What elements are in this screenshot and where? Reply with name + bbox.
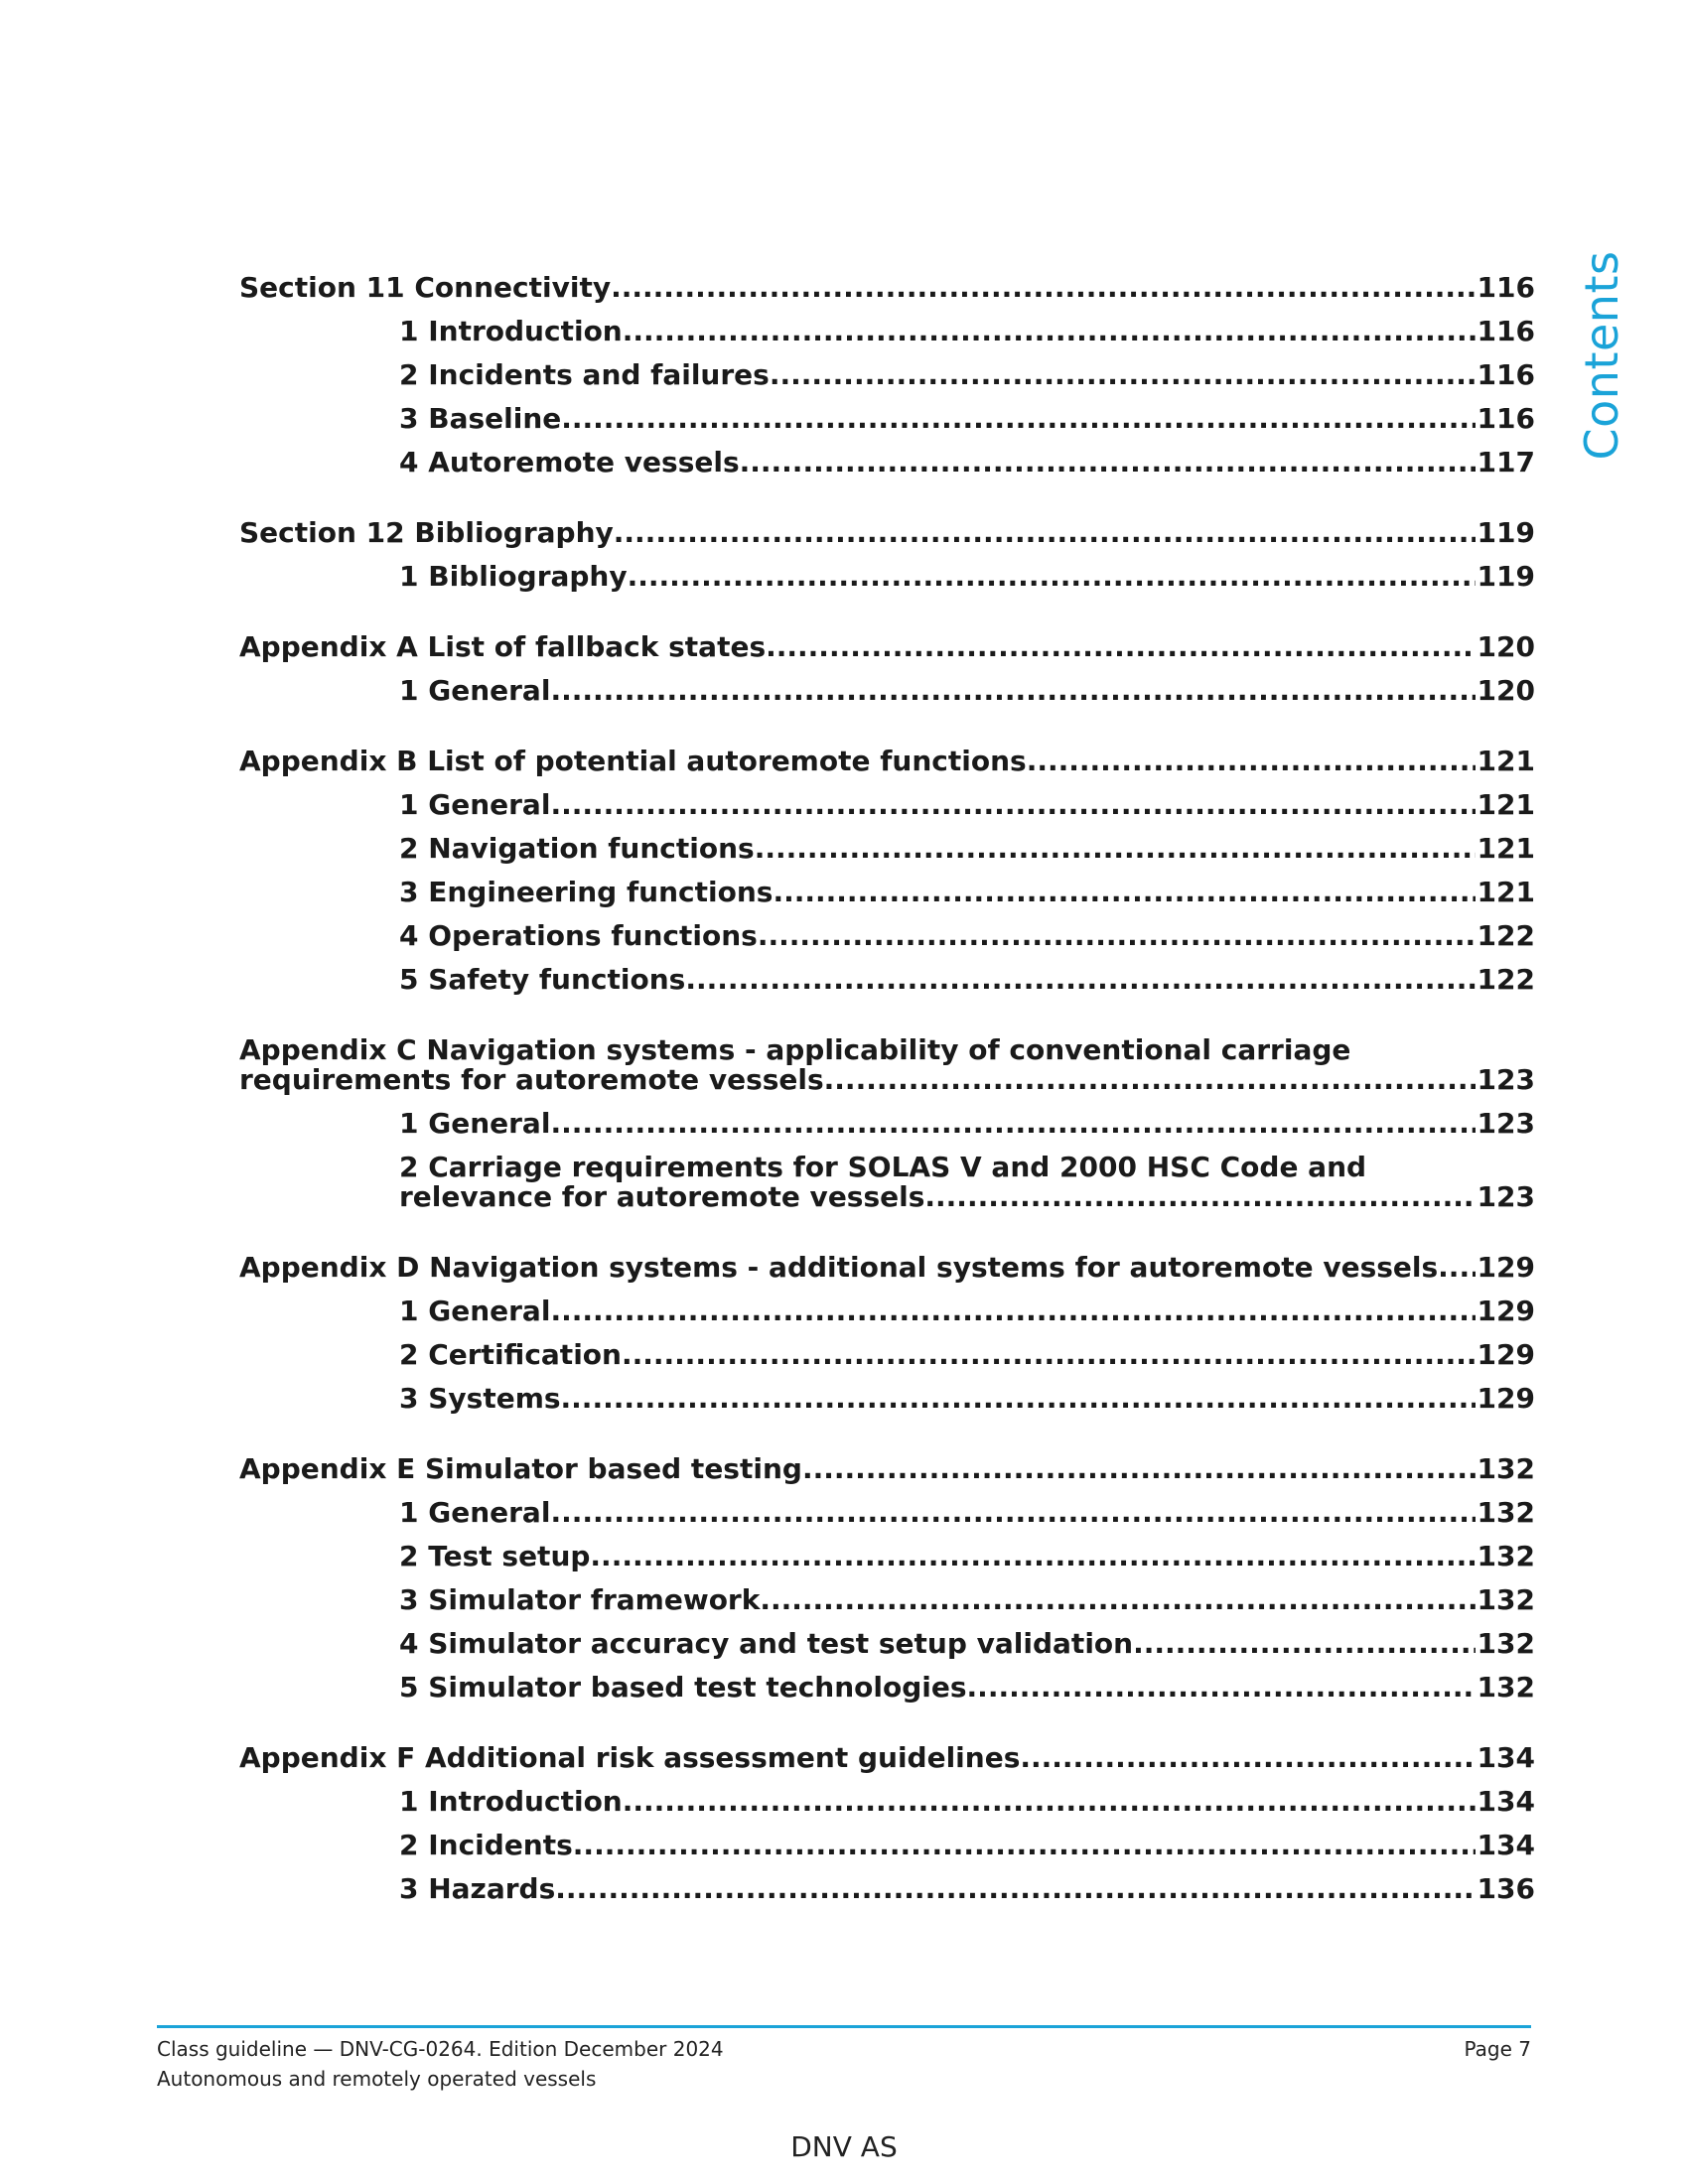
toc-dot-leader — [623, 1780, 1476, 1824]
toc-group — [239, 511, 1535, 599]
toc-dot-leader — [755, 827, 1476, 871]
toc-group — [239, 1736, 1535, 1911]
toc-entry-title: 2 Test setup — [399, 1540, 591, 1572]
toc-dot-leader — [758, 914, 1476, 958]
toc-subsection-entry[interactable] — [239, 827, 1535, 871]
toc-page-number: 116 — [1477, 315, 1535, 347]
toc-dot-leader — [550, 783, 1475, 827]
toc-page-number: 129 — [1477, 1338, 1535, 1371]
toc-entry-title-line1: Appendix C Navigation systems - applicability of conventional carriage — [239, 1033, 1351, 1066]
toc-section-entry[interactable] — [239, 266, 1535, 310]
toc-page-number: 123 — [1477, 1107, 1535, 1140]
toc-subsection-entry[interactable] — [239, 555, 1535, 599]
toc-entry-title: requirements for autoremote vessels — [239, 1063, 824, 1096]
toc-entry-title: 3 Baseline — [399, 402, 562, 435]
toc-page-number: 132 — [1477, 1671, 1535, 1704]
toc-entry-title: 5 Simulator based test technologies — [399, 1671, 967, 1704]
toc-page-number: 132 — [1477, 1540, 1535, 1572]
toc-entry-title: 3 Systems — [399, 1382, 561, 1415]
toc-subsection-entry[interactable] — [239, 1153, 1535, 1212]
toc-dot-leader — [766, 625, 1475, 669]
toc-subsection-entry[interactable] — [239, 1824, 1535, 1867]
toc-dot-leader — [773, 871, 1475, 914]
toc-entry-title: 1 General — [399, 1107, 551, 1140]
toc-subsection-entry[interactable] — [239, 441, 1535, 484]
toc-section-entry[interactable] — [239, 511, 1535, 555]
toc-subsection-entry[interactable] — [239, 783, 1535, 827]
toc-entry-title: 1 Bibliography — [399, 560, 628, 593]
toc-group — [239, 1028, 1535, 1219]
toc-entry-title: Appendix A List of fallback states — [239, 630, 767, 663]
toc-group — [239, 1246, 1535, 1421]
toc-dot-leader — [770, 353, 1476, 397]
toc-page-number: 129 — [1477, 1382, 1535, 1415]
toc-section-entry[interactable] — [239, 1035, 1535, 1095]
toc-page-number: 121 — [1477, 876, 1535, 908]
contents-side-label-text: Contents — [1575, 250, 1628, 461]
toc-dot-leader — [622, 1333, 1476, 1377]
toc-entry-title: 1 Introduction — [399, 315, 623, 347]
toc-page-number: 121 — [1477, 745, 1535, 777]
toc-entry-title: 4 Autoremote vessels — [399, 446, 740, 478]
toc-dot-leader — [924, 1182, 1475, 1212]
toc-entry-title: 1 General — [399, 674, 551, 707]
toc-dot-leader — [628, 555, 1476, 599]
toc-dot-leader — [1020, 1736, 1475, 1780]
toc-subsection-entry[interactable] — [239, 871, 1535, 914]
contents-side-label — [1575, 250, 1628, 461]
toc-entry-title: 2 Incidents — [399, 1829, 573, 1861]
toc-entry-title: 4 Simulator accuracy and test setup validation — [399, 1627, 1134, 1660]
toc-entry-title: 2 Incidents and failures — [399, 358, 770, 391]
toc-entry-title: 3 Hazards — [399, 1872, 556, 1905]
footer-document-line: Class guideline — DNV-CG-0264. Edition December 2024 — [157, 2037, 724, 2061]
toc-page-number: 123 — [1477, 1063, 1535, 1096]
toc-page-number: 117 — [1477, 446, 1535, 478]
toc-page-number: 119 — [1477, 560, 1535, 593]
toc-dot-leader — [550, 1102, 1475, 1146]
toc-subsection-entry[interactable] — [239, 1535, 1535, 1578]
toc-page-number: 119 — [1477, 516, 1535, 549]
toc-dot-leader — [1027, 740, 1476, 783]
toc-dot-leader — [611, 266, 1475, 310]
toc-page-number: 132 — [1477, 1496, 1535, 1529]
toc-page-number: 134 — [1477, 1785, 1535, 1818]
table-of-contents — [239, 266, 1535, 1938]
toc-page-number: 134 — [1477, 1741, 1535, 1774]
toc-entry-title: 1 General — [399, 1295, 551, 1327]
toc-dot-leader — [1133, 1622, 1475, 1666]
toc-page-number: 132 — [1477, 1627, 1535, 1660]
toc-page-number: 121 — [1477, 832, 1535, 865]
toc-section-entry[interactable] — [239, 1447, 1535, 1491]
toc-section-entry[interactable] — [239, 1736, 1535, 1780]
toc-subsection-entry[interactable] — [239, 1867, 1535, 1911]
toc-page-number: 129 — [1477, 1295, 1535, 1327]
toc-dot-leader — [623, 310, 1476, 353]
toc-entry-title: 2 Certification — [399, 1338, 622, 1371]
toc-page-number: 120 — [1477, 674, 1535, 707]
toc-subsection-entry[interactable] — [239, 1666, 1535, 1709]
toc-subsection-entry[interactable] — [239, 1333, 1535, 1377]
toc-page-number: 122 — [1477, 963, 1535, 996]
toc-entry-title: 3 Engineering functions — [399, 876, 774, 908]
toc-entry-title-line1: 2 Carriage requirements for SOLAS V and 2000 HSC Code and — [399, 1151, 1367, 1183]
toc-entry-title: Section 11 Connectivity — [239, 271, 612, 304]
toc-group — [239, 740, 1535, 1002]
toc-section-entry[interactable] — [239, 625, 1535, 669]
toc-subsection-entry[interactable] — [239, 1102, 1535, 1146]
toc-entry-title: relevance for autoremote vessels — [399, 1180, 925, 1213]
toc-dot-leader — [824, 1065, 1476, 1095]
toc-page-number: 122 — [1477, 919, 1535, 952]
toc-subsection-entry[interactable] — [239, 1290, 1535, 1333]
toc-entry-title: Section 12 Bibliography — [239, 516, 614, 549]
toc-subsection-entry[interactable] — [239, 1622, 1535, 1666]
toc-dot-leader — [550, 1491, 1475, 1535]
toc-entry-title: 1 General — [399, 788, 551, 821]
toc-page-number: 121 — [1477, 788, 1535, 821]
footer-subtitle-line: Autonomous and remotely operated vessels — [157, 2067, 597, 2091]
toc-page-number: 136 — [1477, 1872, 1535, 1905]
toc-subsection-entry[interactable] — [239, 1491, 1535, 1535]
toc-entry-title: 4 Operations functions — [399, 919, 758, 952]
toc-page-number: 123 — [1477, 1180, 1535, 1213]
toc-dot-leader — [740, 441, 1476, 484]
toc-subsection-entry[interactable] — [239, 397, 1535, 441]
toc-dot-leader — [967, 1666, 1476, 1709]
toc-entry-title: Appendix E Simulator based testing — [239, 1452, 802, 1485]
toc-subsection-entry[interactable] — [239, 310, 1535, 353]
toc-entry-title: 1 Introduction — [399, 1785, 623, 1818]
footer-page-number: Page 7 — [1464, 2037, 1531, 2061]
toc-page-number: 116 — [1477, 402, 1535, 435]
toc-dot-leader — [550, 1290, 1475, 1333]
toc-section-entry[interactable] — [239, 740, 1535, 783]
toc-page-number: 132 — [1477, 1452, 1535, 1485]
footer-organization: DNV AS — [790, 2130, 898, 2163]
toc-page-number: 116 — [1477, 271, 1535, 304]
toc-section-entry[interactable] — [239, 1246, 1535, 1290]
toc-dot-leader — [561, 397, 1475, 441]
toc-dot-leader — [550, 669, 1475, 713]
toc-dot-leader — [573, 1824, 1476, 1867]
toc-dot-leader — [760, 1578, 1475, 1622]
toc-page-number: 120 — [1477, 630, 1535, 663]
toc-dot-leader — [685, 958, 1475, 1002]
toc-dot-leader — [802, 1447, 1476, 1491]
toc-entry-title: 2 Navigation functions — [399, 832, 755, 865]
toc-dot-leader — [555, 1867, 1475, 1911]
toc-group — [239, 1447, 1535, 1709]
toc-dot-leader — [1438, 1246, 1475, 1290]
toc-entry-title: 1 General — [399, 1496, 551, 1529]
toc-page-number: 132 — [1477, 1583, 1535, 1616]
toc-subsection-entry[interactable] — [239, 1780, 1535, 1824]
toc-page-number: 129 — [1477, 1251, 1535, 1284]
toc-entry-title: Appendix B List of potential autoremote functions — [239, 745, 1027, 777]
toc-group — [239, 625, 1535, 713]
toc-dot-leader — [590, 1535, 1475, 1578]
toc-dot-leader — [561, 1377, 1476, 1421]
toc-page-number: 134 — [1477, 1829, 1535, 1861]
toc-entry-title: 3 Simulator framework — [399, 1583, 761, 1616]
toc-subsection-entry[interactable] — [239, 914, 1535, 958]
toc-subsection-entry[interactable] — [239, 958, 1535, 1002]
toc-subsection-entry[interactable] — [239, 1377, 1535, 1421]
toc-subsection-entry[interactable] — [239, 353, 1535, 397]
footer-divider — [157, 2025, 1531, 2028]
toc-page-number: 116 — [1477, 358, 1535, 391]
toc-entry-title: 5 Safety functions — [399, 963, 686, 996]
toc-subsection-entry[interactable] — [239, 1578, 1535, 1622]
toc-group — [239, 266, 1535, 484]
toc-entry-title: Appendix D Navigation systems - additional systems for autoremote vessels — [239, 1251, 1439, 1284]
toc-entry-title: Appendix F Additional risk assessment guidelines — [239, 1741, 1021, 1774]
toc-dot-leader — [614, 511, 1476, 555]
toc-subsection-entry[interactable] — [239, 669, 1535, 713]
